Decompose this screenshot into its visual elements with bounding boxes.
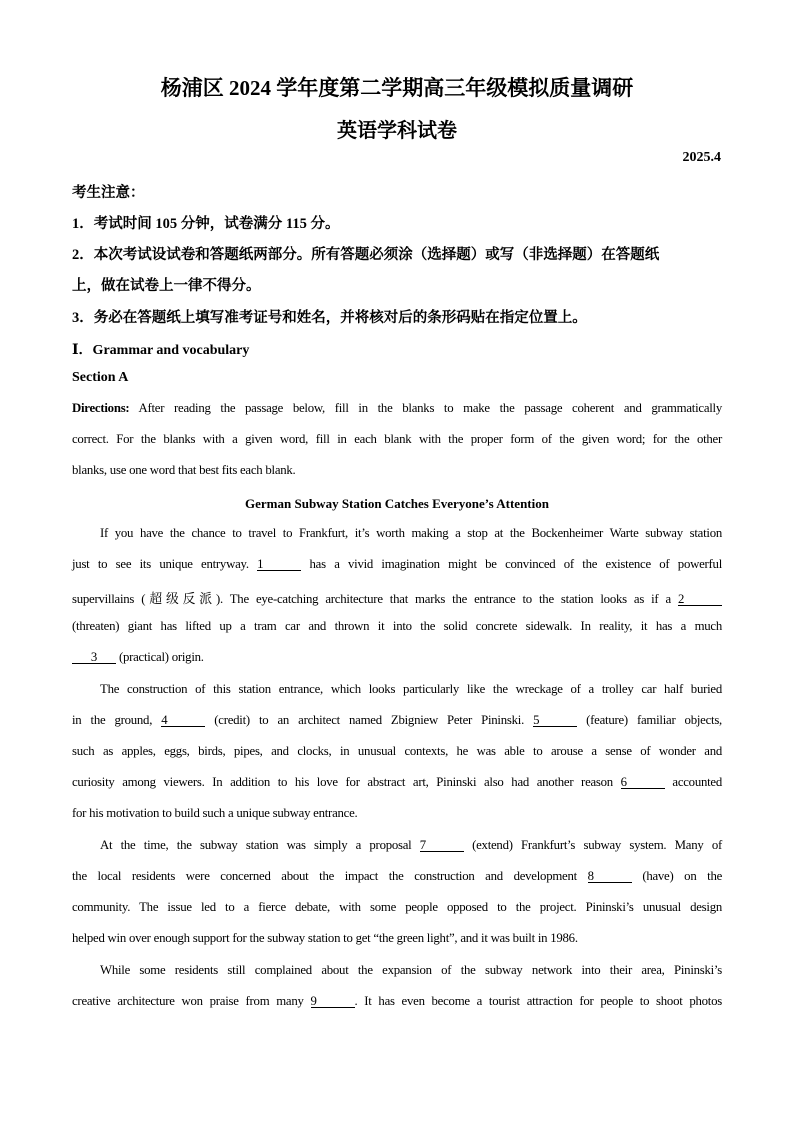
directions-line-1: Directions: After reading the passage below, fill in the blanks to make the passage coherent and grammatically: [72, 401, 723, 415]
directions-line-2: correct. For the blanks with a given word, fill in each blank with the proper form of the given word; for the other: [72, 432, 722, 446]
notice-heading: 考生注意：: [72, 185, 145, 201]
passage-line: If you have the chance to travel to Frankfurt, it’s worth making a stop at the Bockenheimer Warte subway station: [100, 526, 722, 540]
exam-date: 2025.4: [682, 150, 721, 165]
notice-item-2b: 上，做在试卷上一律不得分。: [72, 278, 261, 294]
notice-item-2a: 2．本次考试设试卷和答题纸两部分。所有答题必须涂（选择题）或写（非选择题）在答题纸: [72, 247, 660, 263]
blank-2: 2: [678, 593, 722, 606]
blank-7: 7: [420, 839, 464, 852]
passage-line: just to see its unique entryway. 1 has a vivid imagination might be convinced of the existence of powerful: [72, 557, 722, 571]
blank-4: 4: [161, 714, 205, 727]
directions-label: Directions:: [72, 401, 130, 415]
passage-line: supervillains (超级反派). The eye-catching architecture that marks the entrance to the station looks as if a 2: [72, 588, 722, 607]
passage-line: (threaten) giant has lifted up a tram car and thrown it into the solid concrete sidewalk. In reality, it has a much: [72, 619, 722, 633]
passage-line: curiosity among viewers. In addition to his love for abstract art, Pininski also had another reason 6 accounted: [72, 775, 723, 789]
notice-item-1: 1．考试时间 105 分钟，试卷满分 115 分。: [72, 216, 340, 232]
passage-line: 3 (practical) origin.: [72, 650, 722, 665]
blank-9: 9: [311, 995, 355, 1008]
notice-item-3: 3．务必在答题纸上填写准考证号和姓名，并将核对后的条形码贴在指定位置上。: [72, 310, 587, 326]
passage-line: At the time, the subway station was simply a proposal 7 (extend) Frankfurt’s subway system. Many of: [100, 838, 723, 852]
blank-1: 1: [257, 558, 301, 571]
passage-line: helped win over enough support for the subway station to get “the green light”, and it was built in 1986.: [72, 931, 578, 945]
passage-title: German Subway Station Catches Everyone’s Attention: [245, 496, 549, 511]
passage-line: for his motivation to build such a unique subway entrance.: [72, 806, 358, 820]
blank-8: 8: [588, 870, 632, 883]
exam-subtitle: 英语学科试卷: [337, 120, 457, 142]
section-heading: Section A: [72, 370, 129, 385]
part-heading: Ⅰ．Grammar and vocabulary: [72, 343, 250, 358]
blank-3: 3: [72, 651, 116, 664]
blank-5: 5: [533, 714, 577, 727]
passage-line: creative architecture won praise from many 9 . It has even become a tourist attraction for people to shoot photos: [72, 994, 722, 1008]
passage-line: such as apples, eggs, birds, pipes, and clocks, in unusual contexts, he was able to arouse a sense of wonder and: [72, 744, 722, 758]
exam-title: 杨浦区 2024 学年度第二学期高三年级模拟质量调研: [160, 76, 634, 100]
passage-line: the local residents were concerned about the impact the construction and development 8 (have) on the: [72, 869, 723, 883]
passage-line: While some residents still complained about the expansion of the subway network into their area, Pininski’s: [100, 963, 722, 977]
passage-line: The construction of this station entrance, which looks particularly like the wreckage of a trolley car half buried: [100, 682, 722, 696]
passage-line: in the ground, 4 (credit) to an architect named Zbigniew Peter Pininski. 5 (feature) familiar objects,: [72, 713, 722, 727]
directions-line-3: blanks, use one word that best fits each blank.: [72, 463, 296, 477]
passage-line: community. The issue led to a fierce debate, with some people opposed to the project. Pininski’s unusual design: [72, 900, 722, 914]
blank-6: 6: [621, 776, 665, 789]
